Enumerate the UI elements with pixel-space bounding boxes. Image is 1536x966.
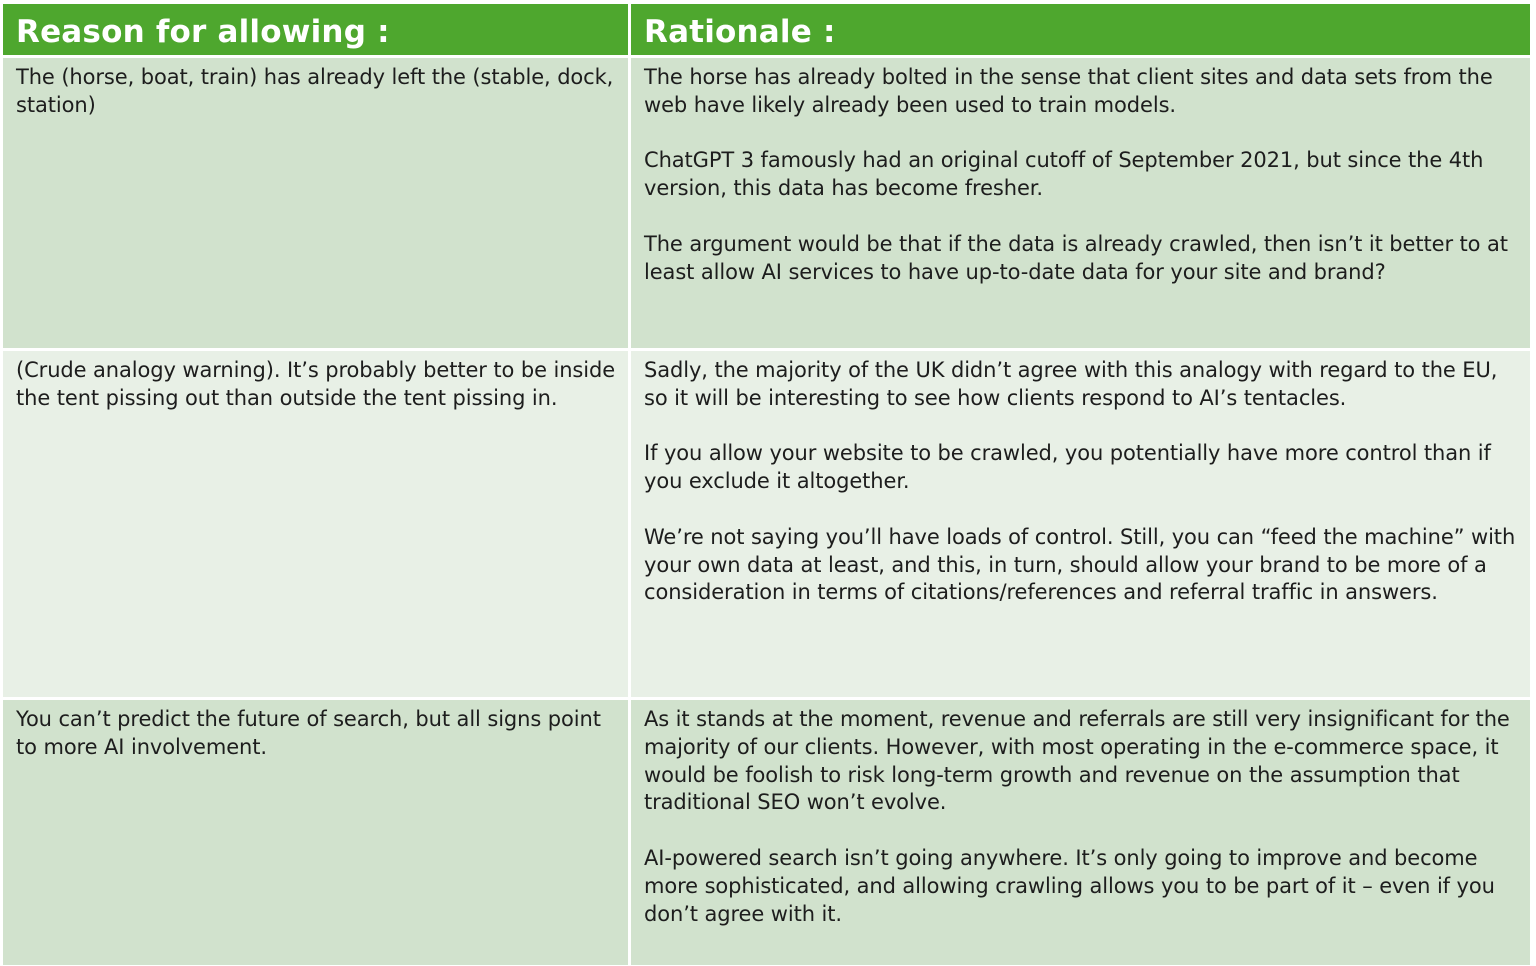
- reason-cell: (Crude analogy warning). It’s probably better to be inside the tent pissing out than outside the tent pissing in.: [3, 351, 631, 700]
- rationale-paragraph: ChatGPT 3 famously had an original cutoff of September 2021, but since the 4th version, this data has become fresher.: [644, 148, 1484, 201]
- rationale-paragraph: The argument would be that if the data is already crawled, then isn’t it better to at least allow AI services to have up-to-date data for your site and brand?: [644, 231, 1508, 284]
- rationale-paragraph: We’re not saying you’ll have loads of control. Still, you can “feed the machine” with your own data at least, and this, in turn, should allow your brand to be more of a consideration in terms of citations/references and referral traffic in answers.: [644, 524, 1516, 605]
- rationale-paragraph: AI-powered search isn’t going anywhere. It’s only going to improve and become more sophisticated, and allowing crawling allows you to be part of it – even if you don’t agree with it.: [644, 845, 1495, 926]
- table-row: [3, 58, 1530, 351]
- rationale-cell: [631, 351, 1530, 700]
- rationale-cell: [631, 700, 1530, 965]
- rationale-cell: [631, 58, 1530, 351]
- rationale-paragraph: The horse has already bolted in the sense that client sites and data sets from the web have likely already been used to train models.: [644, 65, 1493, 117]
- column-header-rationale: Rationale :: [631, 4, 1530, 58]
- table-header-row: [3, 4, 1530, 58]
- reason-cell: You can’t predict the future of search, but all signs point to more AI involvement.: [3, 700, 631, 965]
- table-row: [3, 351, 1530, 700]
- rationale-paragraph: As it stands at the moment, revenue and referrals are still very insignificant for the majority of our clients. However, with most operating in the e-commerce space, it would be foolish to risk long-term growth and revenue on the assumption that traditional SEO won’t evolve.: [644, 707, 1510, 815]
- rationale-paragraph: Sadly, the majority of the UK didn’t agree with this analogy with regard to the EU, so it will be interesting to see how clients respond to AI’s tentacles.: [644, 358, 1498, 410]
- rationale-paragraph: If you allow your website to be crawled, you potentially have more control than if you exclude it altogether.: [644, 441, 1491, 494]
- column-header-reason: Reason for allowing :: [3, 4, 631, 58]
- reasons-table: [3, 4, 1530, 965]
- table-row: [3, 700, 1530, 965]
- reason-cell: The (horse, boat, train) has already left the (stable, dock, station): [3, 58, 631, 351]
